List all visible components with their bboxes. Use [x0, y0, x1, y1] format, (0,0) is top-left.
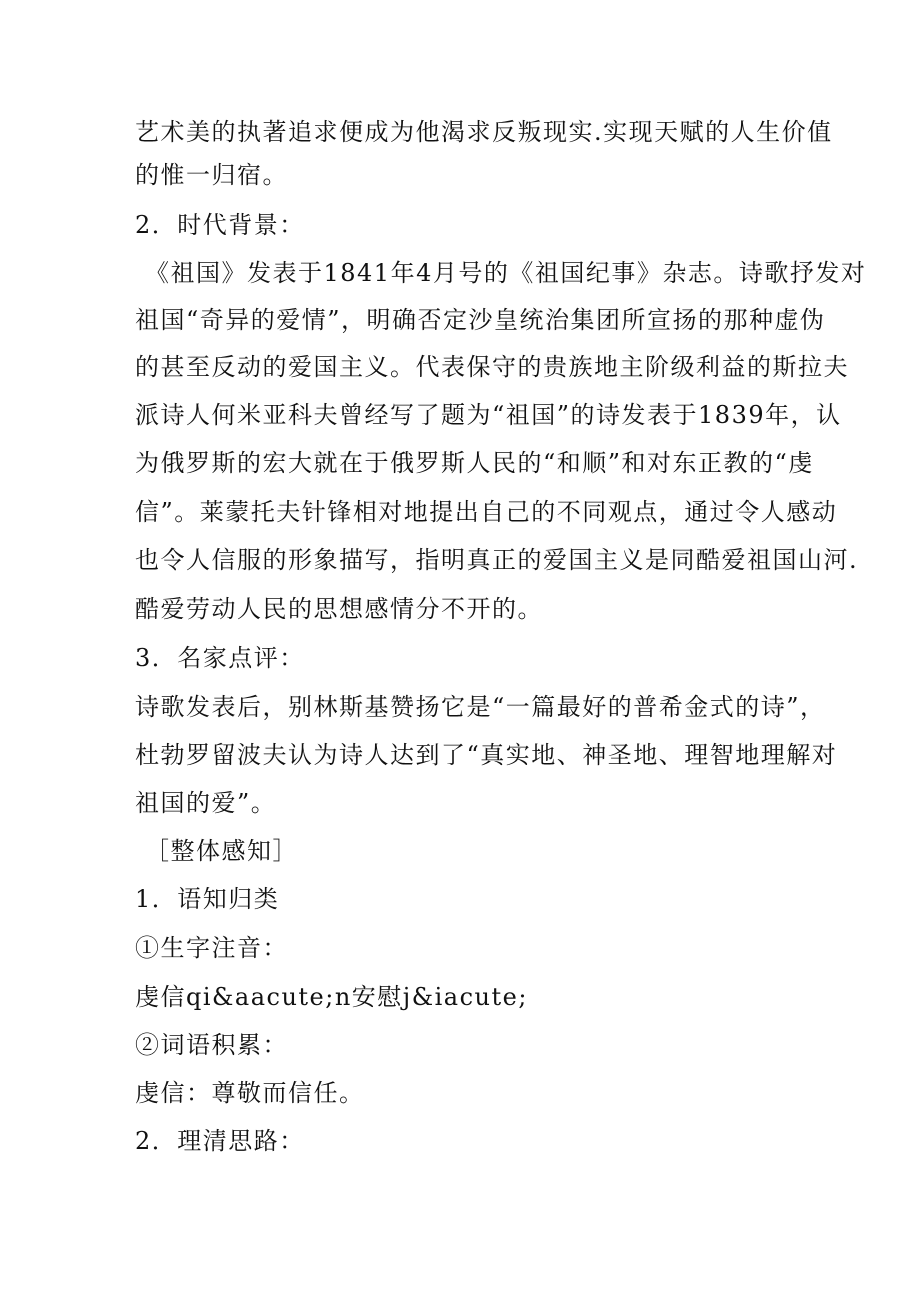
list-item-label: ①生字注音： [135, 934, 288, 962]
paragraph-line: 艺术美的执著追求便成为他渴求反叛现实.实现天赋的人生价值 [135, 118, 833, 146]
paragraph-line: 杜勃罗留波夫认为诗人达到了“真实地、神圣地、理智地理解对 [135, 741, 838, 769]
subsection-heading: 2．理清思路： [135, 1127, 305, 1155]
paragraph-line: 派诗人何米亚科夫曾经写了题为“祖国”的诗发表于1839年，认 [135, 401, 842, 429]
section-heading: ［整体感知］ [145, 837, 298, 865]
paragraph-line: 诗歌发表后，别林斯基赞扬它是“一篇最好的普希金式的诗”， [135, 693, 826, 721]
list-item-label: ②词语积累： [135, 1031, 288, 1059]
paragraph-line: 祖国的爱”。 [135, 789, 277, 817]
paragraph-line: 《祖国》发表于1841年4月号的《祖国纪事》杂志。诗歌抒发对 [145, 259, 867, 287]
paragraph-line: 信”。莱蒙托夫针锋相对地提出自己的不同观点，通过令人感动 [135, 498, 838, 526]
section-heading: 2．时代背景： [135, 211, 305, 239]
paragraph-line: 为俄罗斯的宏大就在于俄罗斯人民的“和顺”和对东正教的“虔 [135, 449, 814, 477]
paragraph-line: 虔信qi&aacute;n安慰j&iacute; [135, 983, 528, 1011]
paragraph-line: 虔信：尊敬而信任。 [135, 1079, 365, 1107]
paragraph-line: 祖国“奇异的爱情”，明确否定沙皇统治集团所宣扬的那种虚伪 [135, 306, 826, 334]
section-heading: 3．名家点评： [135, 644, 305, 672]
subsection-heading: 1．语知归类 [135, 885, 280, 913]
paragraph-line: 的甚至反动的爱国主义。代表保守的贵族地主阶级利益的斯拉夫 [135, 353, 849, 381]
paragraph-line: 也令人信服的形象描写，指明真正的爱国主义是同酷爱祖国山河. [135, 546, 859, 574]
paragraph-line: 酷爱劳动人民的思想感情分不开的。 [135, 595, 543, 623]
paragraph-line: 的惟一归宿。 [135, 161, 288, 189]
